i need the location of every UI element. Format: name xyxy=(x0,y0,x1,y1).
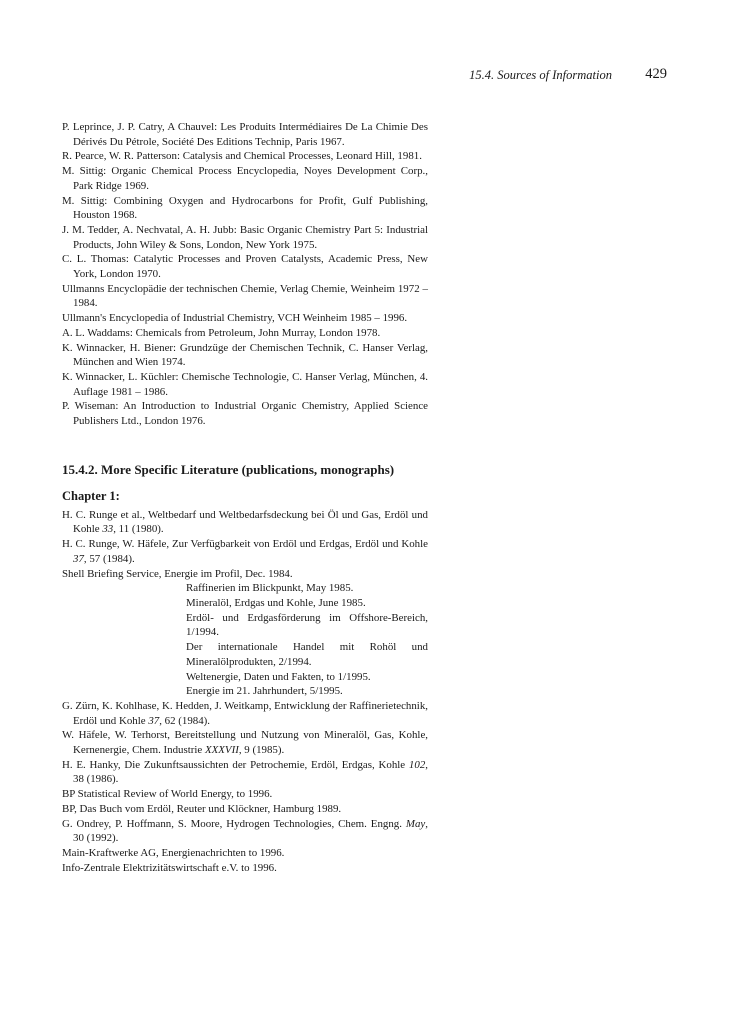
reference: M. Sittig: Organic Chemical Process Encyclopedia, Noyes Development Corp., Park Ridge 1969. xyxy=(62,165,428,192)
reference: G. Ondrey, P. Hoffmann, S. Moore, Hydrogen Technologies, Chem. Engng. May, 30 (1992). xyxy=(62,817,428,845)
sub-reference: Energie im 21. Jahrhundert, 5/1995. xyxy=(186,685,343,698)
reference: Ullmanns Encyclopädie der technischen Chemie, Verlag Chemie, Weinheim 1972 – 1984. xyxy=(62,282,428,310)
reference: H. C. Runge, W. Häfele, Zur Verfügbarkeit von Erdöl und Erdgas, Erdöl und Kohle 37, 57 (1984). xyxy=(62,538,428,565)
chapter1-references xyxy=(62,508,428,876)
reference: K. Winnacker, H. Biener: Grundzüge der Chemischen Technik, C. Hanser Verlag, München and Wien 1974. xyxy=(62,341,428,369)
chapter-heading: Chapter 1: xyxy=(62,488,120,503)
reference: Shell Briefing Service, Energie im Profil, Dec. 1984. xyxy=(62,567,293,580)
sub-reference: Raffinerien im Blickpunkt, May 1985. xyxy=(186,582,354,595)
reference: BP Statistical Review of World Energy, to 1996. xyxy=(62,788,273,801)
reference: P. Leprince, J. P. Catry, A Chauvel: Les Produits Intermédiaires De La Chimie Des Dérivés Du Pétrole, Société Des Editions Technip, Paris 1967. xyxy=(62,121,428,148)
general-references xyxy=(62,120,428,429)
reference: R. Pearce, W. R. Patterson: Catalysis and Chemical Processes, Leonard Hill, 1981. xyxy=(62,150,422,163)
section-heading: 15.4.2. More Specific Literature (publications, monographs) xyxy=(62,461,395,477)
reference: W. Häfele, W. Terhorst, Bereitstellung und Nutzung von Mineralöl, Gas, Kohle, Kernenergie, Chem. Industrie XXXVII, 9 (1985). xyxy=(62,729,428,757)
reference: P. Wiseman: An Introduction to Industrial Organic Chemistry, Applied Science Publishers Ltd., London 1976. xyxy=(62,400,428,428)
reference: Main-Kraftwerke AG, Energienachrichten to 1996. xyxy=(62,846,285,859)
sub-reference: Erdöl- und Erdgasförderung im Offshore-Bereich, 1/1994. xyxy=(186,611,428,639)
reference: A. L. Waddams: Chemicals from Petroleum, John Murray, London 1978. xyxy=(62,326,381,339)
reference: K. Winnacker, L. Küchler: Chemische Technologie, C. Hanser Verlag, München, 4. Auflage 1981 – 1986. xyxy=(62,370,428,398)
sub-reference: Weltenergie, Daten und Fakten, to 1/1995. xyxy=(186,670,371,683)
reference: Info-Zentrale Elektrizitätswirtschaft e.V. to 1996. xyxy=(62,861,277,874)
sub-reference: Mineralöl, Erdgas und Kohle, June 1985. xyxy=(186,596,366,609)
reference: C. L. Thomas: Catalytic Processes and Proven Catalysts, Academic Press, New York, London 1970. xyxy=(62,253,428,281)
page-content xyxy=(62,120,428,875)
reference: J. M. Tedder, A. Nechvatal, A. H. Jubb: Basic Organic Chemistry Part 5: Industrial Products, John Wiley & Sons, London, New York 1975. xyxy=(62,223,428,251)
page-header xyxy=(0,68,729,88)
reference: M. Sittig: Combining Oxygen and Hydrocarbons for Profit, Gulf Publishing, Houston 1968. xyxy=(62,194,428,222)
reference: G. Zürn, K. Kohlhase, K. Hedden, J. Weitkamp, Entwicklung der Raffinerietechnik, Erdöl und Kohle 37, 62 (1984). xyxy=(62,699,428,727)
reference: BP, Das Buch vom Erdöl, Reuter und Klöckner, Hamburg 1989. xyxy=(62,802,342,815)
reference: H. C. Runge et al., Weltbedarf und Weltbedarfsdeckung bei Öl und Gas, Erdöl und Kohle 33, 11 (1980). xyxy=(62,508,428,536)
page-number: 429 xyxy=(645,66,667,82)
reference: Ullmann's Encyclopedia of Industrial Chemistry, VCH Weinheim 1985 – 1996. xyxy=(62,312,408,325)
reference: H. E. Hanky, Die Zukunftsaussichten der Petrochemie, Erdöl, Erdgas, Kohle 102, 38 (1986). xyxy=(62,758,428,786)
running-title: 15.4. Sources of Information xyxy=(469,68,612,82)
sub-reference: Der internationale Handel mit Rohöl und Mineralölprodukten, 2/1994. xyxy=(186,641,428,668)
